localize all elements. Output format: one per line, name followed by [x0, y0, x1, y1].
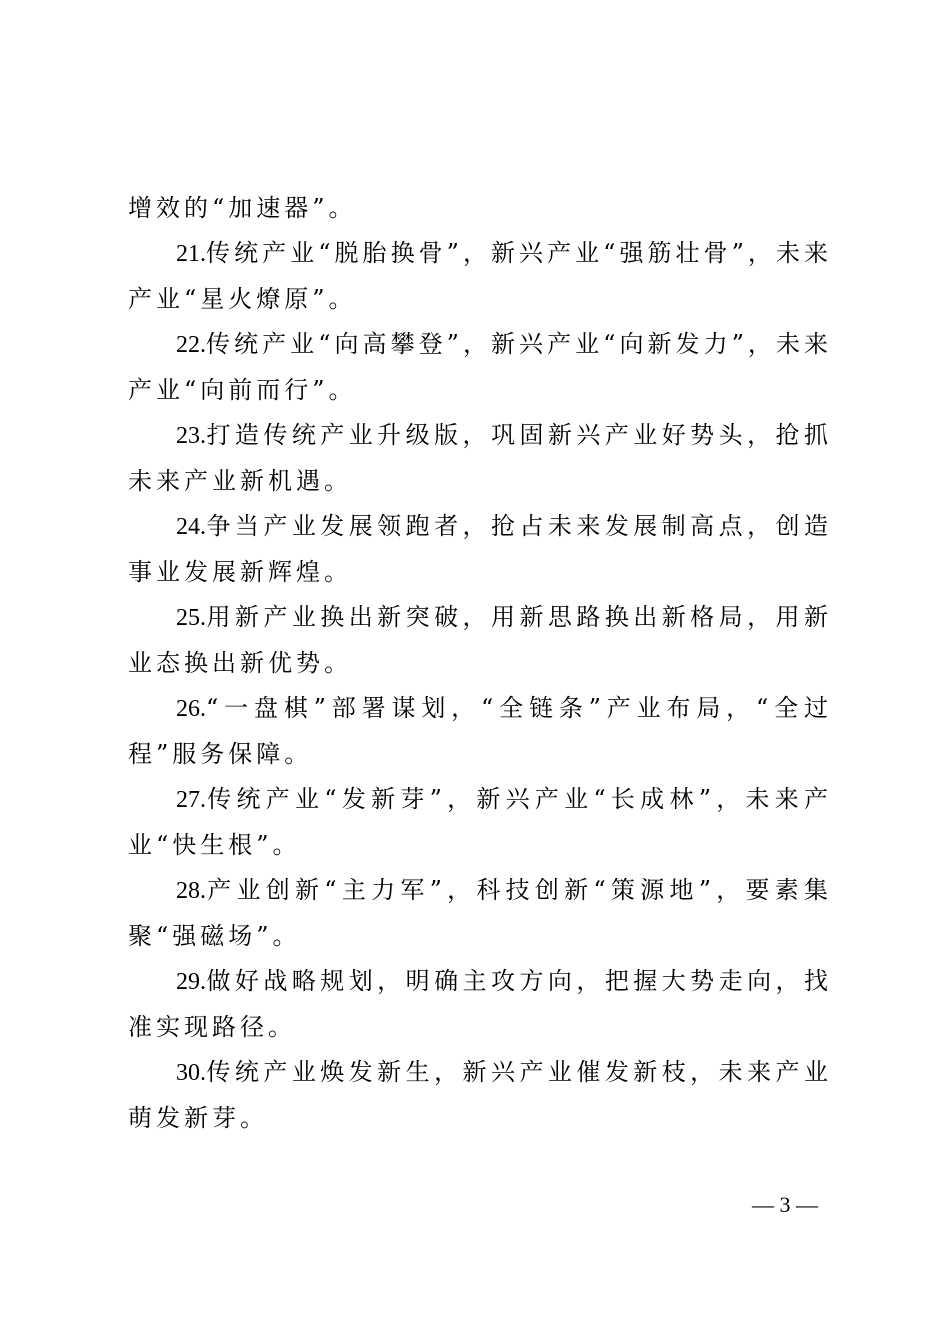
- item-text: 传统产业“发新芽”，新兴产业“长成林”，未来产业“快生根”。: [128, 785, 832, 859]
- item-number: 30.: [176, 1060, 206, 1086]
- item-text: 传统产业“脱胎换骨”，新兴产业“强筋壮骨”，未来产业“星火燎原”。: [128, 239, 832, 313]
- item-text: 传统产业“向高攀登”，新兴产业“向新发力”，未来产业“向前而行”。: [128, 330, 832, 404]
- list-item: [128, 322, 832, 413]
- item-number: 29.: [176, 969, 206, 995]
- page-number: — 3 —: [752, 1192, 818, 1217]
- list-item: [128, 504, 832, 595]
- list-item: [128, 595, 832, 686]
- item-text: 做好战略规划，明确主攻方向，把握大势走向，找准实现路径。: [128, 967, 832, 1041]
- item-text: 争当产业发展领跑者，抢占未来发展制高点，创造事业发展新辉煌。: [128, 512, 832, 586]
- item-number: 22.: [176, 332, 206, 358]
- item-number: 24.: [176, 514, 206, 540]
- item-number: 23.: [176, 423, 206, 449]
- list-item: [128, 231, 832, 322]
- item-text: 用新产业换出新突破，用新思路换出新格局，用新业态换出新优势。: [128, 603, 832, 677]
- list-item: [128, 413, 832, 504]
- document-body: [128, 186, 832, 1141]
- list-item: [128, 686, 832, 777]
- item-text: 传统产业焕发新生，新兴产业催发新枝，未来产业萌发新芽。: [128, 1058, 832, 1132]
- item-number: 26.: [176, 696, 206, 722]
- item-number: 28.: [176, 878, 206, 904]
- item-text: “一盘棋”部署谋划，“全链条”产业布局，“全过程”服务保障。: [128, 694, 832, 768]
- continuation-paragraph: 增效的“加速器”。: [128, 194, 357, 222]
- item-text: 打造传统产业升级版，巩固新兴产业好势头，抢抓未来产业新机遇。: [128, 421, 832, 495]
- item-number: 27.: [176, 787, 206, 813]
- item-number: 21.: [176, 241, 206, 267]
- item-text: 产业创新“主力军”，科技创新“策源地”，要素集聚“强磁场”。: [128, 876, 832, 950]
- list-item: [128, 777, 832, 868]
- item-number: 25.: [176, 605, 206, 631]
- list-item: [128, 959, 832, 1050]
- list-item: [128, 1050, 832, 1141]
- list-item: [128, 868, 832, 959]
